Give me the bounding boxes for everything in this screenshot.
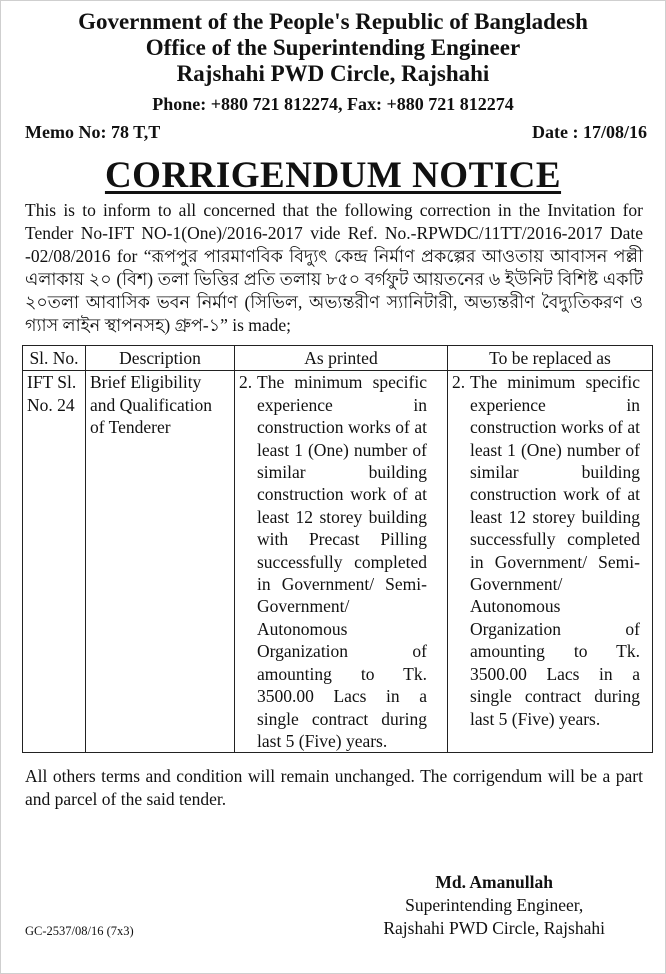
- phone-fax-line: Phone: +880 721 812274, Fax: +880 721 812274: [152, 94, 514, 114]
- intro-paragraph: This is to inform to all concerned that the following correction in the Invitation for Tender No-IFT NO-1(One)/2016-2017 vide Ref. No.-RPWDC/11TT/2016-2017 Date -02/08/2016 for “রূপপুর পারমাণবিক বিদ্যুৎ কেন্দ্র নির্মাণ প্রকল্পের আওতায় আবাসন পল্লী এলাকায় ২০ (বিশ) তলা ভিত্তির প্রতি তলায় ৮৫০ বর্গফুট আয়তনের ৬ ইউনিট বিশিষ্ট একটি ২০তলা আবাসিক ভবন নির্মাণ (সিভিল, অভ্যন্তরীণ স্যানিটারী, অভ্যন্তরীণ বৈদ্যুতিকরণ ও গ্যাস লাইন স্থাপনসহ) গ্রুপ-১” is made;: [25, 200, 643, 335]
- closing-paragraph: All others terms and condition will remain unchanged. The corrigendum will be a part and parcel of the said tender.: [25, 766, 643, 810]
- replaced-item-number: 2.: [452, 372, 466, 393]
- table-header-row: [23, 346, 653, 371]
- letterhead: [1, 9, 665, 115]
- memo-date-row: [1, 121, 665, 143]
- corrigendum-table: [22, 345, 653, 753]
- memo-number: Memo No: 78 T,T: [25, 122, 161, 142]
- gc-code: GC-2537/08/16 (7x3): [25, 924, 134, 938]
- signatory-name: Md. Amanullah: [435, 872, 554, 892]
- printed-text: The minimum specific experience in construction works of at least 1 (One) number of similar building construction work of at least 12 storey building with Precast Pilling successfully completed in Government/ Semi-Government/ Autonomous Organization of amounting to Tk. 3500.00 Lacs in a single contract during last 5 (Five) years.: [257, 372, 427, 751]
- notice-title: CORRIGENDUM NOTICE: [104, 155, 562, 196]
- replaced-text: The minimum specific experience in construction works of at least 1 (One) number of similar building construction work of at least 12 storey building successfully completed in Government/ Semi-Government/ Autonomous Organization of amounting to Tk. 3500.00 Lacs in a single contract during last 5 (Five) years.: [470, 372, 640, 729]
- header-description: Description: [86, 346, 235, 371]
- header-sl-no: Sl. No.: [23, 346, 86, 371]
- cell-sl-no: IFT Sl. No. 24: [23, 371, 86, 753]
- header-as-printed: As printed: [235, 346, 448, 371]
- signatory-office: Rajshahi PWD Circle, Rajshahi: [383, 918, 605, 938]
- office-heading: Office of the Superintending Engineer: [145, 35, 521, 60]
- circle-heading: Rajshahi PWD Circle, Rajshahi: [176, 61, 490, 86]
- cell-as-printed: [235, 371, 448, 753]
- signature-block: [383, 871, 605, 940]
- table-row: [23, 371, 653, 753]
- cell-description: Brief Eligibility and Qualification of Tenderer: [86, 371, 235, 753]
- notice-date: Date : 17/08/16: [532, 122, 647, 142]
- header-to-be-replaced: To be replaced as: [448, 346, 653, 371]
- government-heading: Government of the People's Republic of Bangladesh: [78, 9, 588, 34]
- signatory-designation: Superintending Engineer,: [405, 895, 584, 915]
- cell-to-be-replaced: [448, 371, 653, 753]
- printed-item-number: 2.: [239, 372, 253, 393]
